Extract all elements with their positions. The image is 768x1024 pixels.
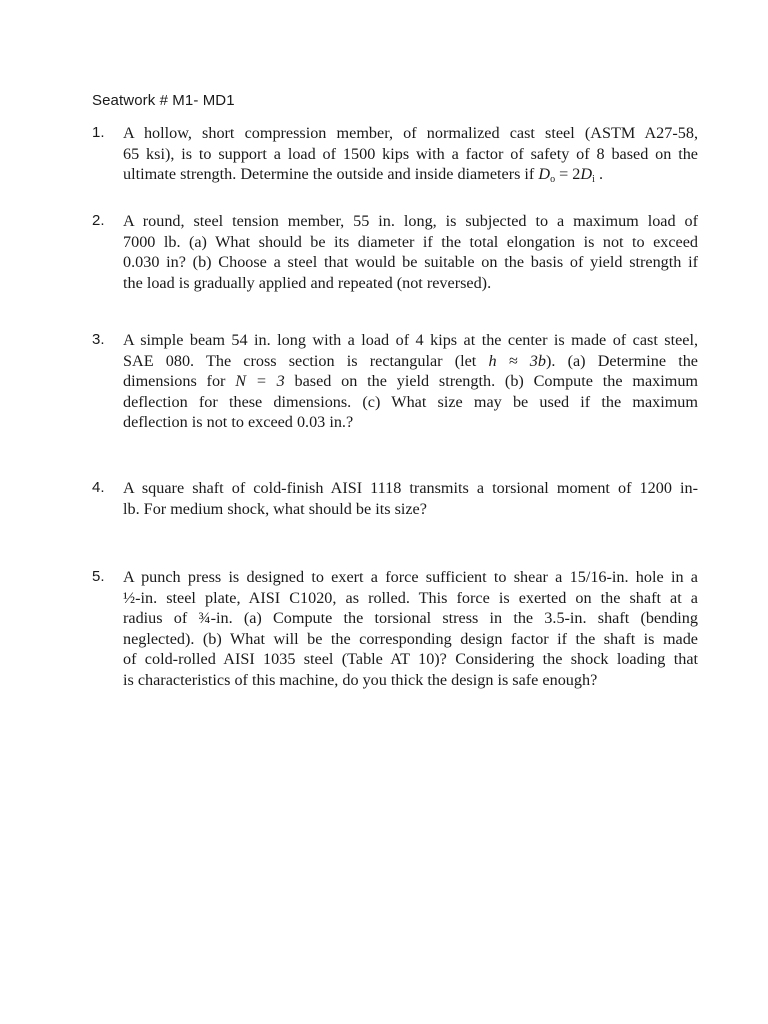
text-line: A square shaft of cold-finish AISI 1118 transmits a torsional moment of 1200 in- xyxy=(123,479,698,497)
text-line xyxy=(123,164,698,185)
text-line: radius of ¾-in. (a) Compute the torsional stress in the 3.5-in. shaft (bending xyxy=(123,609,698,627)
text-segment: based on the yield strength. (b) Compute the maximum xyxy=(284,372,698,390)
text-line: A hollow, short compression member, of normalized cast steel (ASTM A27-58, xyxy=(123,124,698,142)
text-line: neglected). (b) What will be the corresponding design factor if the shaft is made xyxy=(123,629,698,648)
text-line: 65 ksi), is to support a load of 1500 kips with a factor of safety of 8 based on the xyxy=(123,144,698,163)
text-line: 7000 lb. (a) What should be its diameter if the total elongation is not to exceed xyxy=(123,232,698,251)
math-operator: = 2 xyxy=(555,165,581,183)
problem-text xyxy=(123,330,698,433)
math-subscript: o xyxy=(550,174,556,185)
text-line: 0.030 in? (b) Choose a steel that would be suitable on the basis of yield strength if xyxy=(123,253,698,271)
math-var-d: D xyxy=(538,165,551,183)
text-segment: SAE 080. The cross section is rectangular (let xyxy=(123,351,489,370)
math-expression: N = 3 xyxy=(235,372,285,390)
text-segment: ultimate strength. Determine the outside and inside diameters if xyxy=(123,165,539,183)
text-line: deflection for these dimensions. (c) What size may be used if the maximum xyxy=(123,392,698,411)
page-title: Seatwork # M1- MD1 xyxy=(92,92,235,109)
text-line: deflection is not to exceed 0.03 in.? xyxy=(123,413,354,431)
problem-text xyxy=(123,123,698,185)
text-line: is characteristics of this machine, do you thick the design is safe enough? xyxy=(123,670,598,689)
text-line xyxy=(123,371,698,392)
text-line: A simple beam 54 in. long with a load of 4 kips at the center is made of cast steel, xyxy=(123,331,698,349)
problem-number: 1. xyxy=(92,124,105,141)
problem-number: 4. xyxy=(92,479,105,496)
text-line: the load is gradually applied and repeated (not reversed). xyxy=(123,273,492,292)
problem-text xyxy=(123,478,698,519)
text-line: A punch press is designed to exert a force sufficient to shear a 15/16-in. hole in a xyxy=(123,568,698,586)
problem-number: 2. xyxy=(92,212,105,229)
problem-number: 5. xyxy=(92,568,105,585)
text-line: A round, steel tension member, 55 in. long, is subjected to a maximum load of xyxy=(123,212,698,230)
problem-text xyxy=(123,211,698,293)
math-var-d: D xyxy=(580,165,593,183)
problem-text xyxy=(123,567,698,690)
text-line: ½-in. steel plate, AISI C1020, as rolled. This force is exerted on the shaft at a xyxy=(123,588,698,607)
text-segment: dimensions for xyxy=(123,372,236,390)
text-segment: ). (a) Determine the xyxy=(545,351,698,370)
text-line: lb. For medium shock, what should be its size? xyxy=(123,499,427,518)
math-expression: h ≈ 3b xyxy=(488,351,546,370)
problem-number: 3. xyxy=(92,331,105,348)
math-end: . xyxy=(594,165,603,183)
text-line: of cold-rolled AISI 1035 steel (Table AT 10)? Considering the shock loading that xyxy=(123,650,698,668)
text-line xyxy=(123,351,698,372)
math-subscript: i xyxy=(592,174,595,185)
